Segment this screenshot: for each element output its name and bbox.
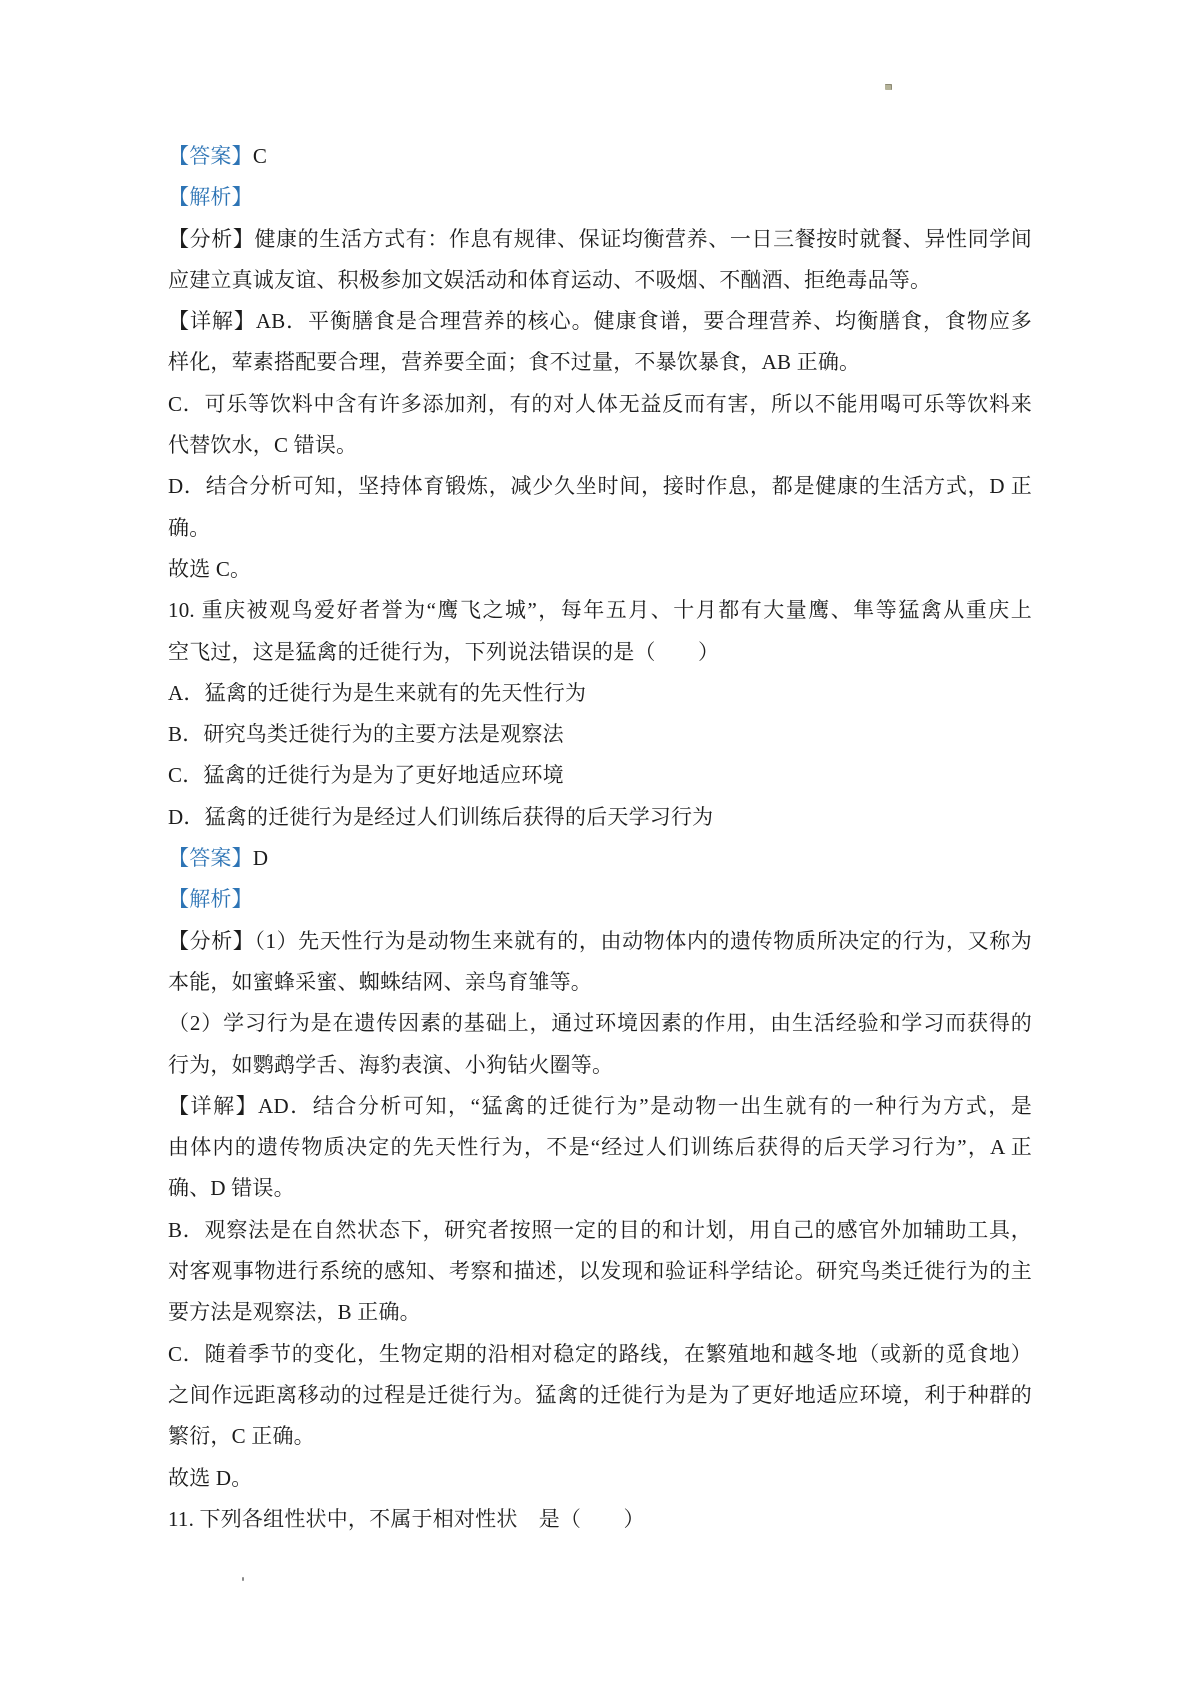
q09-option-c-line-2 xyxy=(168,425,1032,466)
q10-option-d xyxy=(168,797,1032,838)
q10-option-c-expl-line-2 xyxy=(168,1375,1032,1416)
q10-xiangjie-line-3 xyxy=(168,1168,1032,1209)
body-text-segment: （2）学习行为是在遗传因素的基础上，通过环境因素的作用，由生活经验和学习而获得的 xyxy=(168,1011,1032,1036)
body-text-segment: 之间作远距离移动的过程是迁徙行为。猛禽的迁徙行为是为了更好地适应环境，利于种群的 xyxy=(168,1382,1032,1407)
q09-fenxi-line-1 xyxy=(168,219,1032,260)
body-text-segment: 要方法是观察法，B 正确。 xyxy=(168,1300,421,1325)
body-text-segment: 故选 D。 xyxy=(168,1465,253,1490)
body-text-segment: B．观察法是在自然状态下，研究者按照一定的目的和计划，用自己的感官外加辅助工具， xyxy=(168,1217,1032,1242)
body-text-segment: C．随着季节的变化，生物定期的沿相对稳定的路线，在繁殖地和越冬地（或新的觅食地） xyxy=(168,1341,1032,1366)
body-text-segment: D．猛禽的迁徙行为是经过人们训练后获得的后天学习行为 xyxy=(168,804,714,829)
scan-speck-artifact-top xyxy=(885,84,892,90)
q10-option-b-expl-line-2 xyxy=(168,1251,1032,1292)
q10-option-a xyxy=(168,673,1032,714)
q10-option-b-expl-line-3 xyxy=(168,1292,1032,1333)
q09-option-d-line-1 xyxy=(168,466,1032,507)
body-text-segment: 【分析】（1）先天性行为是动物生来就有的，由动物体内的遗传物质所决定的行为，又称为 xyxy=(168,928,1032,953)
body-text-segment: 确、D 错误。 xyxy=(168,1176,295,1201)
q10-xiangjie-line-2 xyxy=(168,1127,1032,1168)
q10-answer-line xyxy=(168,838,1032,879)
body-text-segment: 11. 下列各组性状中，不属于相对性状 是（ ） xyxy=(168,1506,645,1531)
bracket-label-accent: 【解析】 xyxy=(168,185,253,210)
body-text-segment: C．可乐等饮料中含有许多添加剂，有的对人体无益反而有害，所以不能用喝可乐等饮料来 xyxy=(168,391,1032,416)
q10-option-b xyxy=(168,714,1032,755)
body-text-segment: 确。 xyxy=(168,515,211,540)
body-text-segment: 应建立真诚友谊、积极参加文娱活动和体育运动、不吸烟、不酗酒、拒绝毒品等。 xyxy=(168,267,932,292)
body-text-segment: D．结合分析可知，坚持体育锻炼，减少久坐时间，接时作息，都是健康的生活方式，D 正 xyxy=(168,474,1032,499)
q09-xiangjie-line-2 xyxy=(168,342,1032,383)
q09-option-c-line-1 xyxy=(168,384,1032,425)
q10-stem-line-2 xyxy=(168,632,1032,673)
bracket-label-accent: 【答案】 xyxy=(168,144,253,168)
body-text-segment: 代替饮水，C 错误。 xyxy=(168,433,358,458)
q10-option-c-expl-line-3 xyxy=(168,1416,1032,1457)
q09-conclusion xyxy=(168,549,1032,590)
body-text-segment: 【详解】AD．结合分析可知，“猛禽的迁徙行为”是动物一出生就有的一种行为方式，是 xyxy=(168,1093,1032,1118)
scan-speck-artifact-bottom xyxy=(242,1577,244,1581)
exam-answer-document-body xyxy=(168,136,1032,1540)
q10-conclusion xyxy=(168,1458,1032,1499)
q10-fenxi2-line-2 xyxy=(168,1045,1032,1086)
body-text-segment: 行为，如鹦鹉学舌、海豹表演、小狗钻火圈等。 xyxy=(168,1052,614,1077)
q10-option-c xyxy=(168,755,1032,796)
body-text-segment: 对客观事物进行系统的感知、考察和描述，以发现和验证科学结论。研究鸟类迁徙行为的主 xyxy=(168,1259,1032,1284)
body-text-segment: C xyxy=(252,144,268,168)
body-text-segment: 【分析】健康的生活方式有：作息有规律、保证均衡营养、一日三餐按时就餐、异性同学间 xyxy=(168,226,1032,251)
q10-fenxi2-line-1 xyxy=(168,1003,1032,1044)
body-text-segment: 本能，如蜜蜂采蜜、蜘蛛结网、亲鸟育雏等。 xyxy=(168,969,592,994)
q10-option-c-expl-line-1 xyxy=(168,1334,1032,1375)
q10-stem-line-1 xyxy=(168,590,1032,631)
q10-xiangjie-line-1 xyxy=(168,1086,1032,1127)
body-text-segment: C．猛禽的迁徙行为是为了更好地适应环境 xyxy=(168,763,564,788)
body-text-segment: 由体内的遗传物质决定的先天性行为，不是“经过人们训练后获得的后天学习行为”，A 正 xyxy=(168,1135,1032,1160)
q11-stem xyxy=(168,1499,1032,1540)
body-text-segment: D xyxy=(252,846,269,871)
q09-jiexi-header xyxy=(168,177,1032,218)
body-text-segment: 样化，荤素搭配要合理，营养要全面；食不过量，不暴饮暴食，AB 正确。 xyxy=(168,350,861,375)
q10-fenxi1-line-1 xyxy=(168,921,1032,962)
q10-option-b-expl-line-1 xyxy=(168,1210,1032,1251)
body-text-segment: 故选 C。 xyxy=(168,556,252,581)
q09-fenxi-line-2 xyxy=(168,260,1032,301)
q09-answer-line xyxy=(168,136,1032,177)
q10-fenxi1-line-2 xyxy=(168,962,1032,1003)
bracket-label-accent: 【解析】 xyxy=(168,887,253,912)
q09-option-d-line-2 xyxy=(168,508,1032,549)
bracket-label-accent: 【答案】 xyxy=(168,846,253,871)
q09-xiangjie-line-1 xyxy=(168,301,1032,342)
body-text-segment: 10. 重庆被观鸟爱好者誉为“鹰飞之城”，每年五月、十月都有大量鹰、隼等猛禽从重庆上 xyxy=(168,598,1032,623)
body-text-segment: 繁衍，C 正确。 xyxy=(168,1424,315,1449)
body-text-segment: A．猛禽的迁徙行为是生来就有的先天性行为 xyxy=(168,680,587,705)
body-text-segment: 空飞过，这是猛禽的迁徙行为，下列说法错误的是（ ） xyxy=(168,639,720,664)
body-text-segment: 【详解】AB．平衡膳食是合理营养的核心。健康食谱，要合理营养、均衡膳食，食物应多 xyxy=(168,309,1032,334)
q10-jiexi-header xyxy=(168,879,1032,920)
body-text-segment: B．研究鸟类迁徙行为的主要方法是观察法 xyxy=(168,722,564,747)
